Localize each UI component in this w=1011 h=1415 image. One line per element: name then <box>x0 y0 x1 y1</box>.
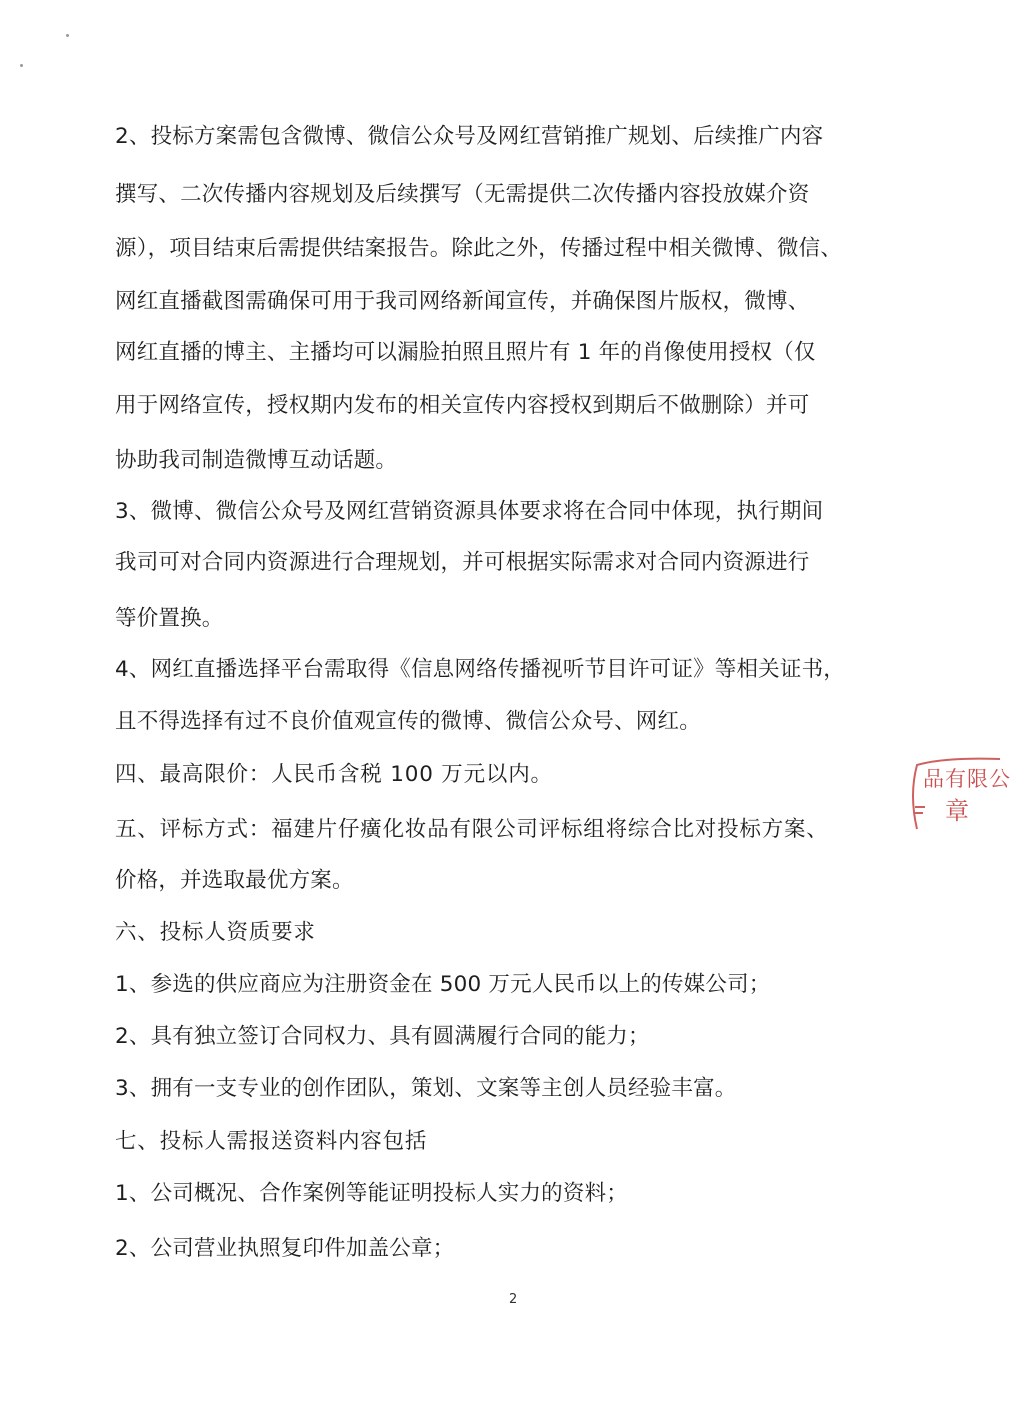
text-line: 撰写、二次传播内容规划及后续撰写（无需提供二次传播内容投放媒介资 <box>115 182 810 207</box>
text-line: 2、投标方案需包含微博、微信公众号及网红营销推广规划、后续推广内容 <box>115 124 824 149</box>
text-line: 3、微博、微信公众号及网红营销资源具体要求将在合同中体现，执行期间 <box>115 499 824 524</box>
seal-text-bottom: 章 <box>945 797 969 825</box>
seal-text-top: 品有限公 <box>923 767 1011 791</box>
text-line: 等价置换。 <box>115 606 224 631</box>
text-line: 协助我司制造微博互动话题。 <box>115 448 398 473</box>
text-line: 源），项目结束后需提供结案报告。除此之外，传播过程中相关微博、微信、 <box>115 236 843 261</box>
text-line: 2、具有独立签订合同权力、具有圆满履行合同的能力； <box>115 1024 650 1049</box>
company-seal-stamp <box>905 755 1011 830</box>
section-heading: 五、评标方式：福建片仔癀化妆品有限公司评标组将综合比对投标方案、 <box>115 817 829 842</box>
text-line: 2、公司营业执照复印件加盖公章； <box>115 1236 455 1261</box>
text-line: 且不得选择有过不良价值观宣传的微博、微信公众号、网红。 <box>115 709 701 734</box>
scan-speck <box>20 64 23 67</box>
scan-speck <box>66 34 69 37</box>
text-line: 1、公司概况、合作案例等能证明投标人实力的资料； <box>115 1181 628 1206</box>
section-heading: 六、投标人资质要求 <box>115 920 316 945</box>
text-line: 3、拥有一支专业的创作团队，策划、文案等主创人员经验丰富。 <box>115 1076 737 1101</box>
section-heading: 七、投标人需报送资料内容包括 <box>115 1129 428 1154</box>
text-line: 1、参选的供应商应为注册资金在 500 万元人民币以上的传媒公司； <box>115 972 771 997</box>
page-number: 2 <box>509 1292 518 1307</box>
text-line: 网红直播的博主、主播均可以漏脸拍照且照片有 1 年的肖像使用授权（仅 <box>115 340 816 365</box>
text-line: 4、网红直播选择平台需取得《信息网络传播视听节目许可证》等相关证书， <box>115 657 845 682</box>
text-line: 用于网络宣传，授权期内发布的相关宣传内容授权到期后不做删除）并可 <box>115 393 810 418</box>
text-line: 价格，并选取最优方案。 <box>115 868 354 893</box>
text-line: 我司可对合同内资源进行合理规划，并可根据实际需求对合同内资源进行 <box>115 550 810 575</box>
section-heading: 四、最高限价：人民币含税 100 万元以内。 <box>115 762 553 787</box>
text-line: 网红直播截图需确保可用于我司网络新闻宣传，并确保图片版权，微博、 <box>115 289 810 314</box>
